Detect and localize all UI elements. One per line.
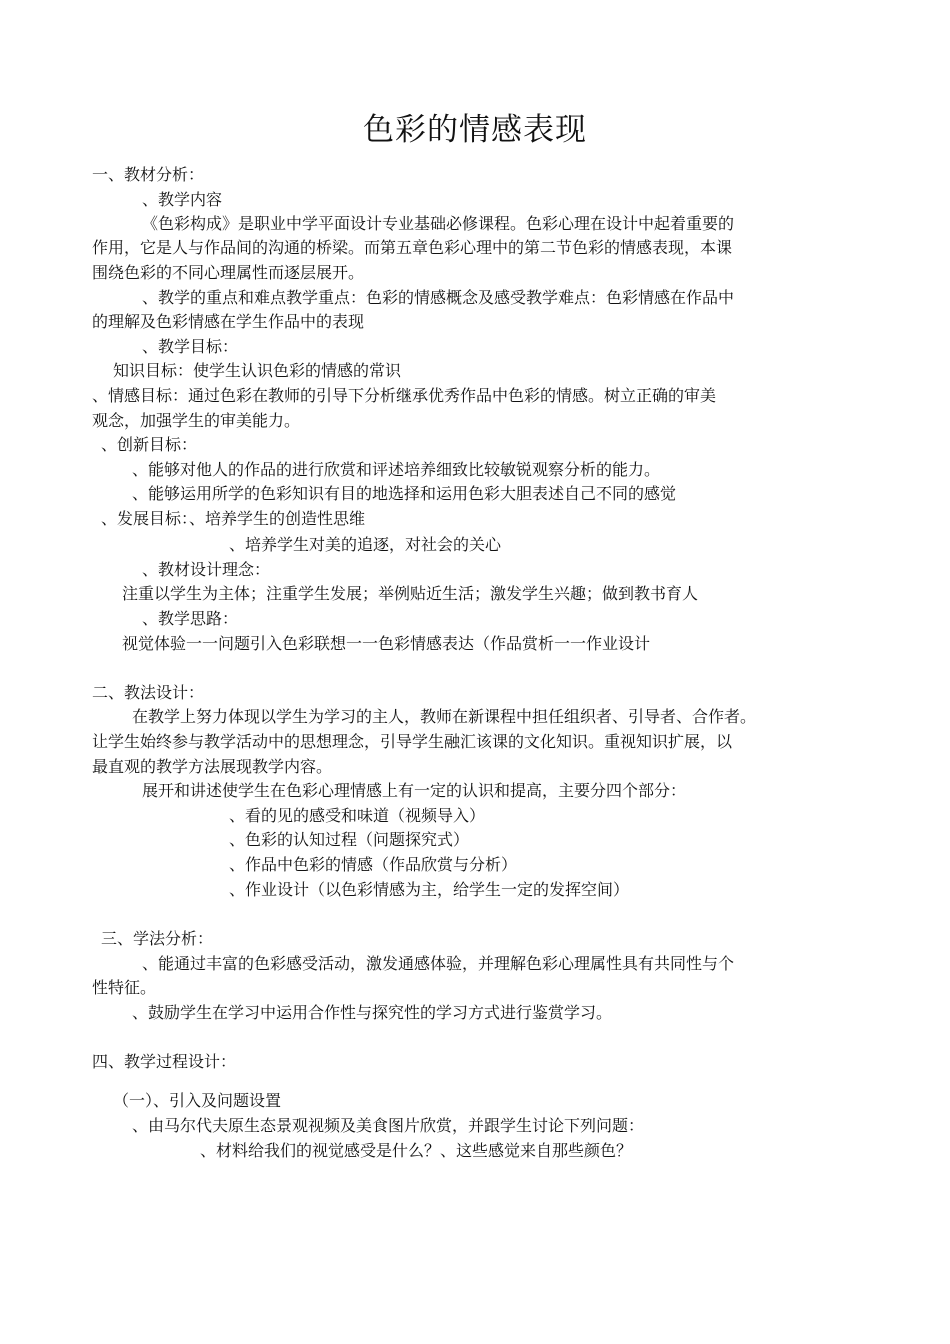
subheading: 、教材设计理念：	[142, 560, 271, 579]
paragraph-line: 围绕色彩的不同心理属性而逐层展开。	[92, 263, 365, 282]
paragraph-line: 展开和讲述使学生在色彩心理情感上有一定的认识和提高，主要分四个部分：	[142, 781, 687, 800]
paragraph-line: 作用，它是人与作品间的沟通的桥梁。而第五章色彩心理中的第二节色彩的情感表现，本课	[92, 238, 733, 257]
list-item: 、看的见的感受和味道（视频导入）	[229, 806, 486, 825]
paragraph-line: 让学生始终参与教学活动中的思想理念，引导学生融汇该课的文化知识。重视知识扩展，以	[92, 732, 733, 751]
subheading: 、教学目标：	[142, 337, 239, 356]
paragraph-line: 、材料给我们的视觉感受是什么？、这些感觉来自那些颜色？	[200, 1141, 633, 1160]
paragraph-line: 、情感目标：通过色彩在教师的引导下分析继承优秀作品中色彩的情感。树立正确的审美	[92, 386, 717, 405]
document-title: 色彩的情感表现	[363, 112, 587, 148]
paragraph-line: 观念，加强学生的审美能力。	[92, 411, 301, 430]
paragraph-line: 《色彩构成》是职业中学平面设计专业基础必修课程。色彩心理在设计中起着重要的	[142, 214, 735, 233]
paragraph-line: 、由马尔代夫原生态景观视频及美食图片欣赏，并跟学生讨论下列问题：	[132, 1116, 645, 1135]
list-item: 、作品中色彩的情感（作品欣赏与分析）	[229, 855, 518, 874]
list-item: 、色彩的认知过程（问题探究式）	[229, 830, 470, 849]
section-heading: 四、教学过程设计：	[92, 1052, 237, 1071]
subheading: 、教学思路：	[142, 609, 239, 628]
list-item: 、作业设计（以色彩情感为主，给学生一定的发挥空间）	[229, 880, 630, 899]
list-item: 、培养学生对美的追逐，对社会的关心	[229, 535, 502, 554]
paragraph-line: 、能通过丰富的色彩感受活动，激发通感体验，并理解色彩心理属性具有共同性与个	[142, 954, 735, 973]
paragraph-line: 在教学上努力体现以学生为学习的主人，教师在新课程中担任组织者、引导者、合作者。	[132, 707, 757, 726]
subheading: 、创新目标：	[101, 435, 198, 454]
paragraph-line: 知识目标：使学生认识色彩的情感的常识	[113, 361, 402, 380]
paragraph-line: 、鼓励学生在学习中运用合作性与探究性的学习方式进行鉴赏学习。	[132, 1003, 613, 1022]
paragraph-line: 的理解及色彩情感在学生作品中的表现	[92, 312, 365, 331]
paragraph-line: 注重以学生为主体；注重学生发展；举例贴近生活；激发学生兴趣；做到教书育人	[122, 584, 699, 603]
list-item: 、能够对他人的作品的进行欣赏和评述培养细致比较敏锐观察分析的能力。	[132, 460, 661, 479]
subheading: （一）、引入及问题设置	[113, 1091, 282, 1110]
section-heading: 一、教材分析：	[92, 165, 205, 184]
paragraph-line: 、教学的重点和难点教学重点：色彩的情感概念及感受教学难点：色彩情感在作品中	[142, 288, 735, 307]
paragraph-line: 最直观的教学方法展现教学内容。	[92, 757, 333, 776]
paragraph-line: 视觉体验一一问题引入色彩联想一一色彩情感表达（作品赏析一一作业设计	[122, 634, 651, 653]
subheading: 、教学内容	[142, 190, 223, 209]
paragraph-line: 性特征。	[92, 978, 157, 997]
list-item: 、能够运用所学的色彩知识有目的地选择和运用色彩大胆表述自己不同的感觉	[132, 484, 677, 503]
section-heading: 三、学法分析：	[101, 929, 214, 948]
list-item: 、发展目标：、培养学生的创造性思维	[101, 509, 366, 528]
section-heading: 二、教法设计：	[92, 683, 205, 702]
